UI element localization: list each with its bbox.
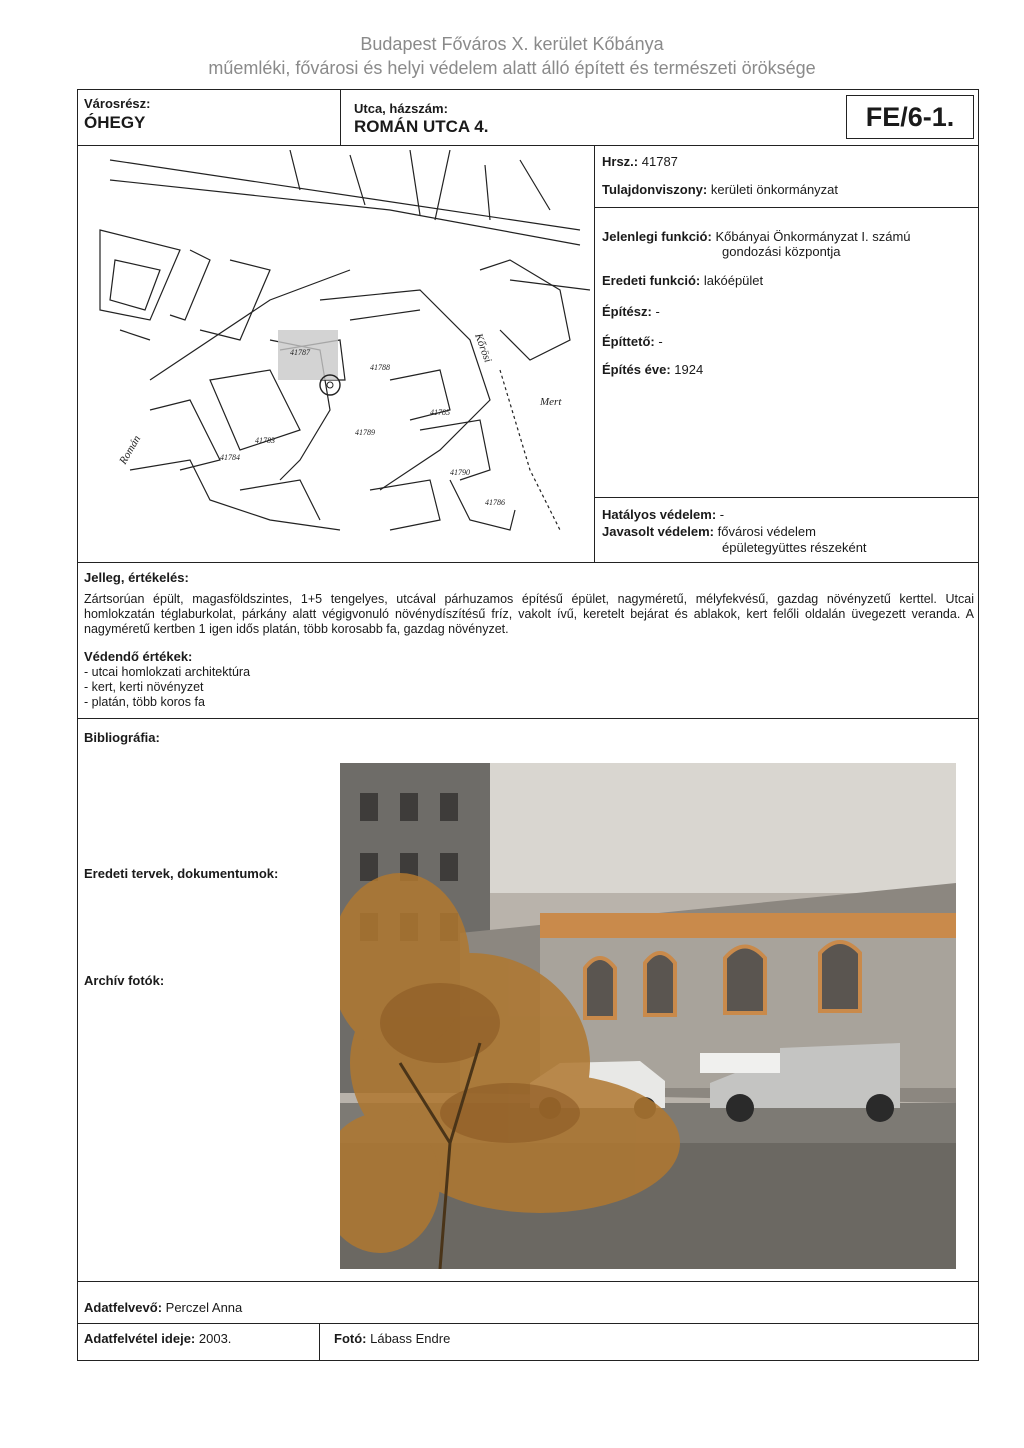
foto-field <box>334 1331 450 1346</box>
javasolt-value: fővárosi védelem <box>717 524 816 539</box>
map-section-bottom-line <box>77 562 979 563</box>
epites-eve-value: 1924 <box>674 362 704 377</box>
top-row-bottom-line <box>77 145 979 146</box>
cadastral-map <box>90 150 595 550</box>
vedendo-list <box>84 665 484 710</box>
vedendo-item: - platán, több koros fa <box>84 695 205 709</box>
vedendo-item: - kert, kerti növényzet <box>84 680 204 694</box>
bibliografia-label: Bibliográfia: <box>84 730 160 745</box>
varosresz-label: Városrész: <box>84 96 151 111</box>
map-lot-label: 41789 <box>355 428 375 437</box>
top-divider-1 <box>340 89 341 145</box>
ideje-label: Adatfelvétel ideje: <box>84 1331 196 1346</box>
jelenlegi-value: Kőbányai Önkormányzat I. számú <box>715 229 911 244</box>
javasolt-field <box>602 524 816 539</box>
hrsz-label: Hrsz.: <box>602 154 639 169</box>
map-lot-label: 41787 <box>290 348 310 357</box>
map-lot-label: 41786 <box>485 498 505 507</box>
map-street-label: Kőrösi <box>472 331 494 365</box>
epitteto-label: Építtető: <box>602 334 655 349</box>
epitesz-field <box>602 304 660 319</box>
info-line-1 <box>594 207 979 208</box>
footer-divider <box>319 1323 320 1361</box>
map-lot-label: 41784 <box>220 453 240 462</box>
epites-eve-field <box>602 362 703 377</box>
eredeti-tervek-label: Eredeti tervek, dokumentumok: <box>84 866 279 881</box>
eredeti-field <box>602 273 763 288</box>
javasolt-label: Javasolt védelem: <box>602 524 715 539</box>
record-code: FE/6-1. <box>846 95 974 139</box>
utca-value: ROMÁN UTCA 4. <box>354 117 489 136</box>
map-lot-label: 41788 <box>370 363 390 372</box>
footer-middle-line <box>77 1323 979 1324</box>
jelleg-label: Jelleg, értékelés: <box>84 570 189 585</box>
map-drawing <box>90 150 595 550</box>
vedendo-label: Védendő értékek: <box>84 649 193 664</box>
hrsz-value: 41787 <box>641 154 678 169</box>
adatfelvevo-label: Adatfelvevő: <box>84 1300 163 1315</box>
hatalyos-label: Hatályos védelem: <box>602 507 717 522</box>
header-line-2: műemléki, fővárosi és helyi védelem alatt álló épített és természeti öröksége <box>208 58 816 78</box>
vedendo-item: - utcai homlokzati architektúra <box>84 665 251 679</box>
hatalyos-value: - <box>719 507 725 522</box>
photo-drawing <box>340 763 956 1269</box>
map-lot-label: 41785 <box>430 408 450 417</box>
archiv-fotok-label: Archív fotók: <box>84 973 165 988</box>
epitesz-label: Építész: <box>602 304 652 319</box>
epites-eve-label: Építés éve: <box>602 362 671 377</box>
adatfelvevo-field <box>84 1300 242 1315</box>
jelleg-text: Zártsorúan épült, magasföldszintes, 1+5 tengelyes, utcával párhuzamos építésű épület, nagyméretű, mélyfekvésű, gazdag növényzetű kerttel. Utcai homlokzatán téglaburkolat, párkány alatt végigvonuló növénydíszítésű fríz, vakolt ívű, keretelt bejárat és ablakok, kert felőli oldalán üvegezett veranda. A nagyméretű kertben 1 igen idős platán, több korosabb fa, gazdag növényzet. <box>84 592 974 636</box>
map-lot-label: 41783 <box>255 436 275 445</box>
tulaj-label: Tulajdonviszony: <box>602 182 708 197</box>
ideje-field <box>84 1331 231 1346</box>
epitteto-field <box>602 334 663 349</box>
map-street-label: Mert <box>540 396 562 408</box>
eredeti-label: Eredeti funkció: <box>602 273 701 288</box>
epitteto-value: - <box>658 334 663 349</box>
epitesz-value: - <box>655 304 660 319</box>
utca-label: Utca, házszám: <box>354 101 448 116</box>
building-photo <box>340 763 956 1269</box>
jelenlegi-value-line2: gondozási központja <box>722 244 841 259</box>
foto-value: Lábass Endre <box>370 1331 451 1346</box>
info-line-2 <box>594 497 979 498</box>
javasolt-value-line2: épületegyüttes részeként <box>722 540 867 555</box>
map-lot-label: 41790 <box>450 468 470 477</box>
foto-label: Fotó: <box>334 1331 367 1346</box>
jelenlegi-field <box>602 229 911 244</box>
tulaj-value: kerületi önkormányzat <box>710 182 839 197</box>
ideje-value: 2003. <box>198 1331 232 1346</box>
jelenlegi-label: Jelenlegi funkció: <box>602 229 712 244</box>
header-line-1: Budapest Főváros X. kerület Kőbánya <box>360 34 664 54</box>
footer-top-line <box>77 1281 979 1282</box>
jelleg-bottom-line <box>77 718 979 719</box>
hrsz-field <box>602 154 678 169</box>
hatalyos-field <box>602 507 724 522</box>
tulaj-field <box>602 182 838 197</box>
adatfelvevo-value: Perczel Anna <box>165 1300 243 1315</box>
eredeti-value: lakóépület <box>703 273 764 288</box>
map-street-label: Román <box>117 433 144 467</box>
varosresz-value: ÓHEGY <box>84 113 146 132</box>
